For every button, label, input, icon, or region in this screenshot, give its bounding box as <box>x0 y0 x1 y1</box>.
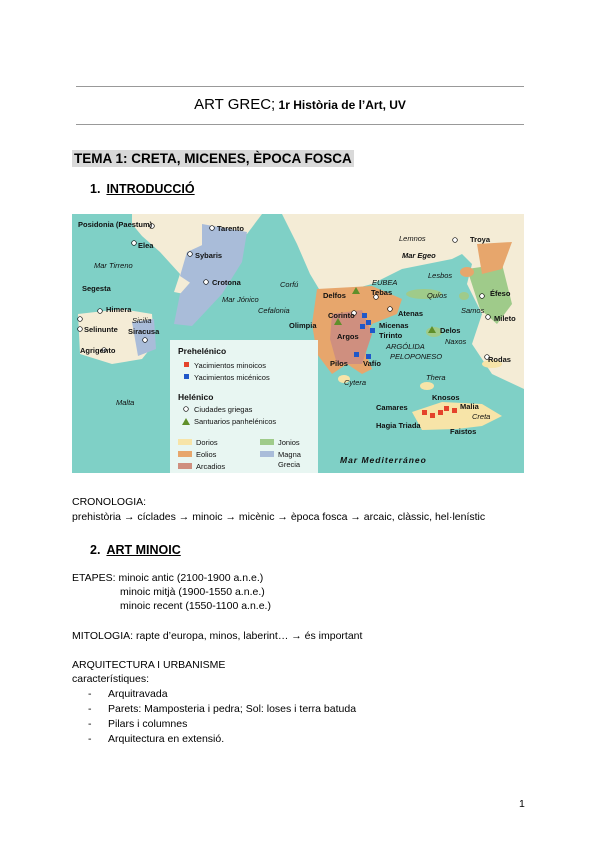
marker-myc-site-1 <box>370 328 375 333</box>
legend-swatch-arcadios <box>178 463 192 469</box>
marker-argos <box>360 324 365 329</box>
label-hagia-triada: Hagia Triada <box>376 421 421 430</box>
legend-jonios: Jonios <box>278 438 300 447</box>
label-creta: Creta <box>472 412 491 421</box>
document-title <box>0 96 600 114</box>
label-malta: Malta <box>116 398 135 407</box>
label-tirinto: Tirinto <box>379 331 403 340</box>
legend-swatch-ciudades <box>184 407 189 412</box>
cronologia-text: prehistòria → cíclades → minoic → micènic → època fosca → arcaic, clàssic, hel·lenístic <box>72 511 486 523</box>
label-crotona: Crotona <box>212 278 241 287</box>
legend-swatch-minoicos <box>184 362 189 367</box>
title-main: ART GREC; <box>194 96 276 113</box>
greece-map <box>72 214 524 473</box>
legend-magna2: Grecia <box>278 460 301 469</box>
label-mar-jonico: Mar Jónico <box>222 295 259 304</box>
label-pilos: Pilos <box>330 359 348 368</box>
legend-swatch-magna <box>260 451 274 457</box>
marker-crotona <box>204 280 209 285</box>
marker-elea <box>132 241 137 246</box>
marker-sybaris <box>188 252 193 257</box>
section-heading-art-minoic <box>90 543 181 557</box>
legend-magna1: Magna <box>278 450 301 459</box>
marker-micenas <box>362 313 367 318</box>
label-sicilia: Sicilia <box>132 316 152 325</box>
label-sybaris: Sybaris <box>195 251 223 260</box>
label-troya: Troya <box>470 235 491 244</box>
label-faistos: Faistos <box>450 427 477 436</box>
etapes-line-3: minoic recent (1550-1100 a.n.e.) <box>120 600 271 612</box>
marker-mileto <box>486 315 491 320</box>
label-samos: Samos <box>461 306 485 315</box>
marker-troya <box>453 238 458 243</box>
marker-faistos <box>438 410 443 415</box>
list-item: - Pilars i columnes <box>88 718 188 730</box>
marker-knosos <box>444 406 449 411</box>
label-siracusa: Siracusa <box>128 327 160 336</box>
section-title: INTRODUCCIÓ <box>106 182 195 196</box>
label-camares: Camares <box>376 403 408 412</box>
legend-arcadios: Arcadios <box>196 462 226 471</box>
marker-tarento <box>210 226 215 231</box>
map-thera-island <box>420 382 434 390</box>
label-vafio: Vafío <box>363 359 381 368</box>
map-chios-island <box>459 292 469 300</box>
marker-malia <box>452 408 457 413</box>
label-lemnos: Lemnos <box>399 234 426 243</box>
cronologia-label: CRONOLOGIA: <box>72 496 147 508</box>
page-number: 1 <box>519 798 525 810</box>
label-cytera: Cytera <box>344 378 367 387</box>
title-bottom-rule <box>76 124 524 125</box>
legend-yac-minoicos: Yacimientos minoicos <box>194 361 266 370</box>
label-micenas: Micenas <box>379 321 409 330</box>
marker-himera <box>98 309 103 314</box>
etapes-line-1: ETAPES: minoic antic (2100-1900 a.n.e.) <box>72 572 264 584</box>
marker-efeso <box>480 294 485 299</box>
label-mileto: Mileto <box>494 314 516 323</box>
label-olimpia: Olimpia <box>289 321 317 330</box>
legend-dorios: Dorios <box>196 438 218 447</box>
mitologia-text: MITOLOGIA: rapte d’europa, minos, laberint… → és important <box>72 630 363 642</box>
marker-segesta <box>78 317 83 322</box>
label-efeso: Éfeso <box>490 289 511 298</box>
section-title: ART MINOIC <box>106 543 181 557</box>
label-peloponeso: PELOPONESO <box>390 352 443 361</box>
legend-eolios: Eolios <box>196 450 217 459</box>
tema-heading: TEMA 1: CRETA, MICENES, ÈPOCA FOSCA <box>74 151 352 166</box>
label-rodas: Rodas <box>488 355 511 364</box>
label-naxos: Naxos <box>445 337 467 346</box>
label-lesbos: Lesbos <box>428 271 453 280</box>
label-cefalonia: Cefalonia <box>258 306 290 315</box>
label-himera: Himera <box>106 305 132 314</box>
label-posidonia: Posidonia (Paestum) <box>78 220 153 229</box>
label-elea: Elea <box>138 241 154 250</box>
label-segesta: Segesta <box>82 284 111 293</box>
label-thera: Thera <box>426 373 446 382</box>
marker-siracusa <box>143 338 148 343</box>
label-mar-tirreno: Mar Tirreno <box>94 261 133 270</box>
marker-selinunte <box>78 327 83 332</box>
label-selinunte: Selinunte <box>84 325 118 334</box>
label-malia: Malia <box>460 402 479 411</box>
list-item: - Arquitectura en extensió. <box>88 733 225 745</box>
legend-swatch-dorios <box>178 439 192 445</box>
top-rule <box>76 86 524 87</box>
list-item: - Arquitravada <box>88 688 168 700</box>
legend-swatch-jonios <box>260 439 274 445</box>
arquitectura-heading: ARQUITECTURA I URBANISME <box>72 659 226 671</box>
label-mar-mediterraneo: Mar Mediterráneo <box>340 455 427 465</box>
marker-hagia-triada <box>430 413 435 418</box>
label-atenas: Atenas <box>398 309 424 318</box>
label-tarento: Tarento <box>217 224 244 233</box>
label-corfu: Corfú <box>280 280 299 289</box>
list-item: - Parets: Mamposteria i pedra; Sol: loses i terra batuda <box>88 703 357 715</box>
label-mar-egeo: Mar Egeo <box>402 251 436 260</box>
label-delfos: Delfos <box>323 291 346 300</box>
label-knosos: Knosos <box>432 393 460 402</box>
legend-yac-micenicos: Yacimientos micénicos <box>194 373 270 382</box>
section-number: 2. <box>90 543 101 557</box>
marker-pilos <box>354 352 359 357</box>
label-agrigento: Agrigento <box>80 346 116 355</box>
arquitectura-subheading: característiques: <box>72 673 150 685</box>
section-heading-introduccio <box>90 182 195 196</box>
section-number: 1. <box>90 182 101 196</box>
legend-swatch-micenicos <box>184 374 189 379</box>
label-delos: Delos <box>440 326 461 335</box>
marker-camares <box>422 410 427 415</box>
legend-swatch-eolios <box>178 451 192 457</box>
etapes-line-2: minoic mitjà (1900-1550 a.n.e.) <box>120 586 265 598</box>
legend-santuarios: Santuarios panhelénicos <box>194 417 277 426</box>
label-tebas: Tebas <box>371 288 393 297</box>
map-lesbos-island <box>460 267 474 277</box>
label-quios: Quíos <box>427 291 448 300</box>
label-argolida: ARGÓLIDA <box>386 342 425 351</box>
legend-helenico: Helénico <box>178 392 214 402</box>
label-argos: Argos <box>337 332 359 341</box>
marker-atenas <box>388 307 393 312</box>
legend-prehelenico: Prehelénico <box>178 346 227 356</box>
marker-tirinto <box>366 320 371 325</box>
label-eubea: EUBEA <box>372 278 398 287</box>
legend-ciudades: Ciudades griegas <box>194 405 253 414</box>
label-corinto: Corinto <box>328 311 355 320</box>
title-sub: 1r Història de l’Art, UV <box>275 98 406 112</box>
